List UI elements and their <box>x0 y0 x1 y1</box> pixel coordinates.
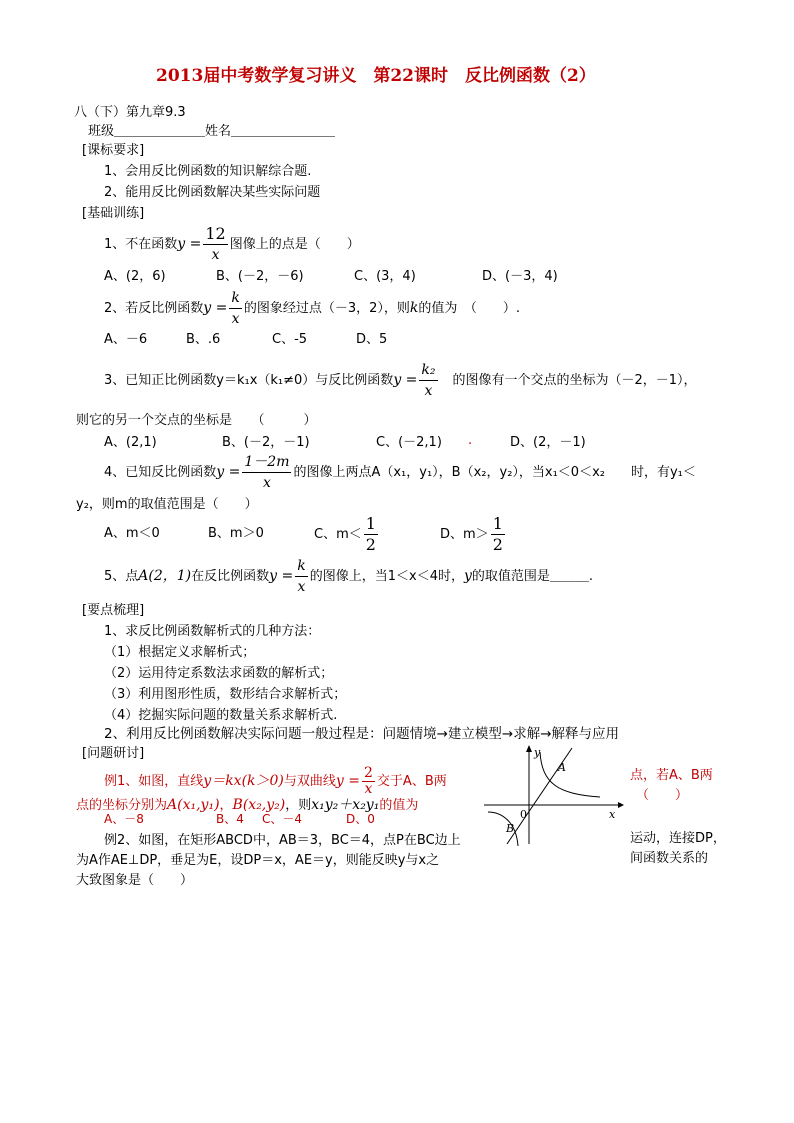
graph-label-a: A <box>558 761 566 774</box>
question-5 <box>104 556 593 597</box>
q1-prefix: 1、不在函数 <box>104 237 178 252</box>
graph-label-origin: 0 <box>520 808 527 821</box>
ex2-right-1: 运动，连接DP， <box>630 831 726 846</box>
q1-option-a: A、(2，6) <box>104 269 166 284</box>
example-1-line-1 <box>104 764 447 799</box>
q4-option-d <box>440 514 507 555</box>
q4-option-a: A、m＜0 <box>104 526 160 541</box>
q1-option-c: C、(3，4) <box>354 269 416 284</box>
ex1-denominator: x <box>364 781 373 797</box>
section-requirements: [课标要求] <box>82 143 145 158</box>
q2-prefix: 2、若反比例函数 <box>104 301 204 316</box>
q2-k: k <box>409 300 419 316</box>
ex1-point-b: B(x₂,y₂) <box>232 797 286 813</box>
point-1: 1、求反比例函数解析式的几种方法： <box>104 624 321 639</box>
q5-y-eq: y = <box>269 568 294 584</box>
ex1-line2-end: 的值为 <box>379 798 419 813</box>
ex1-right-1: 点，若A、B两 <box>630 768 713 783</box>
ex1-option-d: D、0 <box>346 812 375 826</box>
point-2: 2、利用反比例函数解决实际问题一般过程是：问题情境→建立模型→求解→解释与应用 <box>104 726 620 742</box>
q2-fraction <box>229 288 241 329</box>
q3-fraction <box>419 360 437 401</box>
point-1a: （1）根据定义求解析式； <box>104 645 256 660</box>
ex1-separator: ， <box>219 798 233 813</box>
q4-y-eq: y = <box>216 464 241 480</box>
q4-option-c <box>314 514 380 555</box>
point-1c: （3）利用图形性质，数形结合求解析式； <box>104 687 347 702</box>
ex1-option-a: A、－8 <box>104 812 144 826</box>
q4-numerator: 1－2m <box>242 452 291 473</box>
q5-y: y <box>463 568 472 584</box>
q3-option-b: B、(－2，－1) <box>222 435 310 450</box>
q4-option-b: B、m＞0 <box>208 526 264 541</box>
q5-suffix: 的图像上，当1＜x＜4时， <box>309 569 464 584</box>
ex1-y-eq: y = <box>335 773 360 789</box>
y-axis-arrow <box>526 745 532 752</box>
ex1-right-2: （ ） <box>636 788 689 803</box>
q4-option-d-fraction <box>491 514 505 555</box>
ex1-prefix: 例1、如图，直线 <box>104 774 204 789</box>
ex2-right-2: 间函数关系的 <box>630 851 709 866</box>
chapter-label: 八（下）第九章9.3 <box>74 105 186 120</box>
q3-suffix: 的图像有一个交点的坐标为（－2，－1）， <box>439 373 697 388</box>
q2-option-a: A、－6 <box>104 332 148 347</box>
q5-denominator: x <box>297 579 306 595</box>
q5-numerator: k <box>295 556 307 577</box>
ex1-point-a: A(x₁,y₁) <box>167 797 220 813</box>
q1-option-d: D、(－3，4) <box>482 269 558 284</box>
q1-suffix: 图像上的点是（ ） <box>229 237 360 252</box>
graph-label-x: x <box>609 808 616 821</box>
q1-y-eq: y = <box>177 236 202 252</box>
q4-option-c-numerator: 1 <box>365 514 376 533</box>
x-axis-arrow <box>618 802 624 808</box>
q3-option-a: A、(2,1) <box>104 435 157 450</box>
requirement-2: 2、能用反比例函数解决某些实际问题 <box>104 185 321 200</box>
q3-numerator: k₂ <box>419 360 437 381</box>
section-key-points: [要点梳理] <box>82 603 145 618</box>
q4-prefix: 4、已知反比例函数 <box>104 465 217 480</box>
point-1d: （4）挖掘实际问题的数量关系求解析式. <box>104 708 338 723</box>
graph-label-b: B <box>506 822 515 835</box>
ex1-mid: 与双曲线 <box>283 774 336 789</box>
question-2 <box>104 288 520 329</box>
q4-option-c-denominator: 2 <box>365 535 376 554</box>
q3-y-eq: y = <box>393 372 418 388</box>
section-basic: [基础训练] <box>82 206 145 221</box>
q2-option-d: D、5 <box>356 332 388 347</box>
q5-fraction <box>295 556 307 597</box>
question-1 <box>104 224 360 265</box>
q3-denominator: x <box>424 383 433 399</box>
ex1-option-b: B、4 <box>216 812 244 826</box>
ex1-line2-prefix: 点的坐标分别为 <box>76 798 168 813</box>
q4-option-d-prefix: D、m＞ <box>440 527 489 542</box>
q2-denominator: x <box>231 311 240 327</box>
q2-suffix: 的图象经过点（－3，2），则 <box>243 301 410 316</box>
q1-fraction <box>203 224 227 265</box>
q2-numerator: k <box>229 288 241 309</box>
ex1-line-eq: y＝kx(k＞0) <box>203 773 284 789</box>
hyperbola-graph <box>478 744 624 848</box>
q3-dot: . <box>468 433 473 448</box>
ex1-line2-then: ，则 <box>285 798 312 813</box>
point-1b: （2）运用待定系数法求函数的解析式； <box>104 666 334 681</box>
q5-prefix: 5、点 <box>104 569 139 584</box>
example-2-line-3: 大致图象是（ ） <box>76 873 194 888</box>
q3-option-c: C、(－2,1) <box>376 435 442 450</box>
q4-option-d-denominator: 2 <box>492 535 503 554</box>
example-2-line-2: 为A作AE⊥DP，垂足为E，设DP＝x，AE＝y，则能反映y与x之 <box>76 853 440 868</box>
graph-label-y: y <box>534 746 541 759</box>
q4-option-c-fraction <box>364 514 378 555</box>
q1-option-b: B、(－2，－6) <box>216 269 304 284</box>
ex1-numerator: 2 <box>364 765 373 781</box>
class-name-line: 班级＿＿＿＿＿＿＿姓名＿＿＿＿＿＿＿＿ <box>88 124 336 139</box>
q2-y-eq: y = <box>203 300 228 316</box>
question-4 <box>104 452 696 493</box>
q5-point: A(2，1) <box>138 568 192 584</box>
example-2-line-1: 例2、如图，在矩形ABCD中，AB＝3，BC＝4，点P在BC边上 <box>104 833 461 848</box>
ex1-suffix: 交于A、B两 <box>376 774 447 789</box>
q3-option-d: D、(2，－1) <box>510 435 586 450</box>
q4-option-d-numerator: 1 <box>492 514 503 533</box>
q4-suffix: 的图像上两点A（x₁，y₁），B（x₂，y₂），当x₁＜0＜x₂ 时，有y₁＜ <box>293 465 696 480</box>
question-3 <box>104 360 697 401</box>
requirement-1: 1、会用反比例函数的知识解综合题. <box>104 164 312 179</box>
q4-denominator: x <box>262 475 271 491</box>
q4-line-2: y₂，则m的取值范围是（ ） <box>76 497 258 512</box>
q2-option-c: C、-5 <box>272 332 308 347</box>
ex1-expression: x₁y₂＋x₂y₁ <box>311 797 380 813</box>
q5-mid: 在反比例函数 <box>191 569 270 584</box>
section-problems: [问题研讨] <box>82 746 145 761</box>
q3-line-2: 则它的另一个交点的坐标是 （ ） <box>76 413 317 428</box>
q1-numerator: 12 <box>205 224 226 243</box>
ex1-fraction <box>362 766 375 797</box>
q4-fraction <box>242 452 291 493</box>
q1-denominator: x <box>211 247 220 263</box>
ex1-option-c: C、－4 <box>262 812 303 826</box>
q4-option-c-prefix: C、m＜ <box>314 527 362 542</box>
q3-prefix: 3、已知正比例函数y＝k₁x（k₁≠0）与反比例函数 <box>104 373 394 388</box>
q2-option-b: B、.6 <box>186 332 221 347</box>
q5-suffix-2: 的取值范围是＿＿＿. <box>471 569 594 584</box>
hyperbola-branch-upper <box>540 752 600 797</box>
page-title: 2013届中考数学复习讲义 第22课时 反比例函数（2） <box>156 66 596 86</box>
q2-suffix-2: 的值为 （ ）. <box>418 301 521 316</box>
